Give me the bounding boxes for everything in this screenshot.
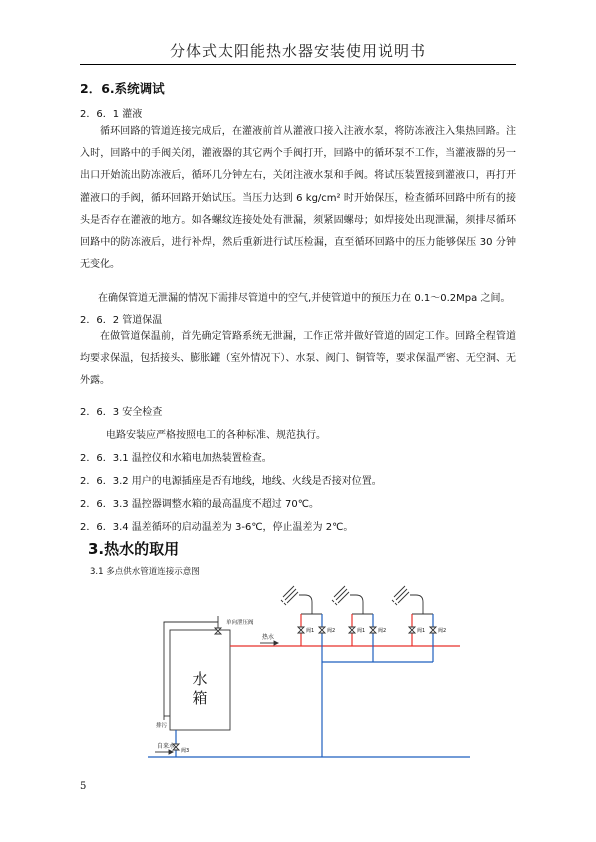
tank-label-1: 水	[192, 670, 208, 688]
tap-water-label: 自来水	[157, 743, 176, 750]
safety-item-2: 2．6．3.2 用户的电源插座是否有地线，地线、火线是否接对位置。	[80, 476, 382, 487]
subsection-heading-2-6-1: 2．6．1 灌液	[80, 109, 143, 120]
valve-label: 阀1	[417, 628, 426, 634]
paragraph-insulation: 在做管道保温前，首先确定管路系统无泄漏，工作正常并做好管道的固定工作。回路全程管道均要求保温，包括接头、膨胀罐（室外情况下）、水泵、阀门、铜管等，要求保温严密、无空洞、无外露。	[80, 331, 516, 387]
shower-head-3	[392, 586, 423, 614]
drain-label: 排污	[156, 723, 168, 729]
relief-valve-label: 单向泄压阀	[226, 620, 254, 626]
paragraph-filling: 循环回路的管道连接完成后，在灌液前首从灌液口接入注液水泵，将防冻液注入集热回路。注入时，回路中的手阀关闭，灌液器的其它两个手阀打开，回路中的循环泵不工作，当灌液器的另一出口开始流出防冻液后，循环几分钟左右，关闭注液水泵和手阀。将试压装置接到灌液口，再打开灌液口的手阀，循环回路开始试压。当压力达到 6 kg/cm² 时开始保压，检查循环回路中所有的接头是否存在灌液的地方。如各螺纹连接处处有泄漏，须紧固螺母；如焊接处出现泄漏，须排尽循环回路中的防冻液后，进行补焊，然后重新进行试压检漏，直至循环回路中的压力能够保压 30 分钟无变化。	[80, 126, 516, 271]
figure-caption-3-1: 3.1 多点供水管道连接示意图	[90, 567, 200, 577]
shower-head-2	[332, 586, 363, 614]
valve-label: 阀2	[438, 628, 447, 634]
valve-icon	[319, 627, 325, 633]
valve-icon	[430, 627, 436, 633]
hot-water-label: 热水	[262, 634, 275, 641]
subsection-heading-2-6-2: 2．6．2 管道保温	[80, 315, 163, 326]
valve3-label: 阀3	[181, 748, 190, 754]
multi-point-water-supply-diagram	[140, 585, 470, 770]
tank-label-2: 箱	[192, 689, 208, 707]
hot-water-pipe	[230, 614, 460, 646]
subsection-heading-2-6-3: 2．6．3 安全检查	[80, 407, 163, 418]
safety-item-1: 2．6．3.1 温控仪和水箱电加热装置检查。	[80, 453, 272, 464]
section-heading-3: 3.热水的取用	[88, 540, 180, 558]
paragraph-pressure: 在确保管道无泄漏的情况下需排尽管道中的空气,并使管道中的预压力在 0.1～0.2Mpa 之间。	[98, 293, 511, 304]
safety-electrical-line: 电路安装应严格按照电工的各种标准、规范执行。	[106, 430, 326, 441]
safety-item-3: 2．6．3.3 温控器调整水箱的最高温度不超过 70℃。	[80, 499, 319, 510]
valve-icon	[349, 627, 355, 633]
valve-icon	[370, 627, 376, 633]
valve-label: 阀1	[357, 628, 366, 634]
section-heading-2-6: 2．6.系统调试	[80, 81, 165, 96]
shower-heads	[281, 586, 423, 614]
shower-head-1	[281, 586, 312, 614]
header-divider	[80, 64, 516, 65]
valve-icon	[298, 627, 304, 633]
valve-label: 阀2	[327, 628, 336, 634]
safety-item-4: 2．6．3.4 温差循环的启动温差为 3-6℃，停止温差为 2℃。	[80, 522, 354, 533]
page-header-title: 分体式太阳能热水器安装使用说明书	[169, 42, 426, 60]
valve-icon	[409, 627, 415, 633]
valve-label: 阀2	[378, 628, 387, 634]
page-number: 5	[80, 781, 87, 792]
valve-label: 阀1	[306, 628, 315, 634]
